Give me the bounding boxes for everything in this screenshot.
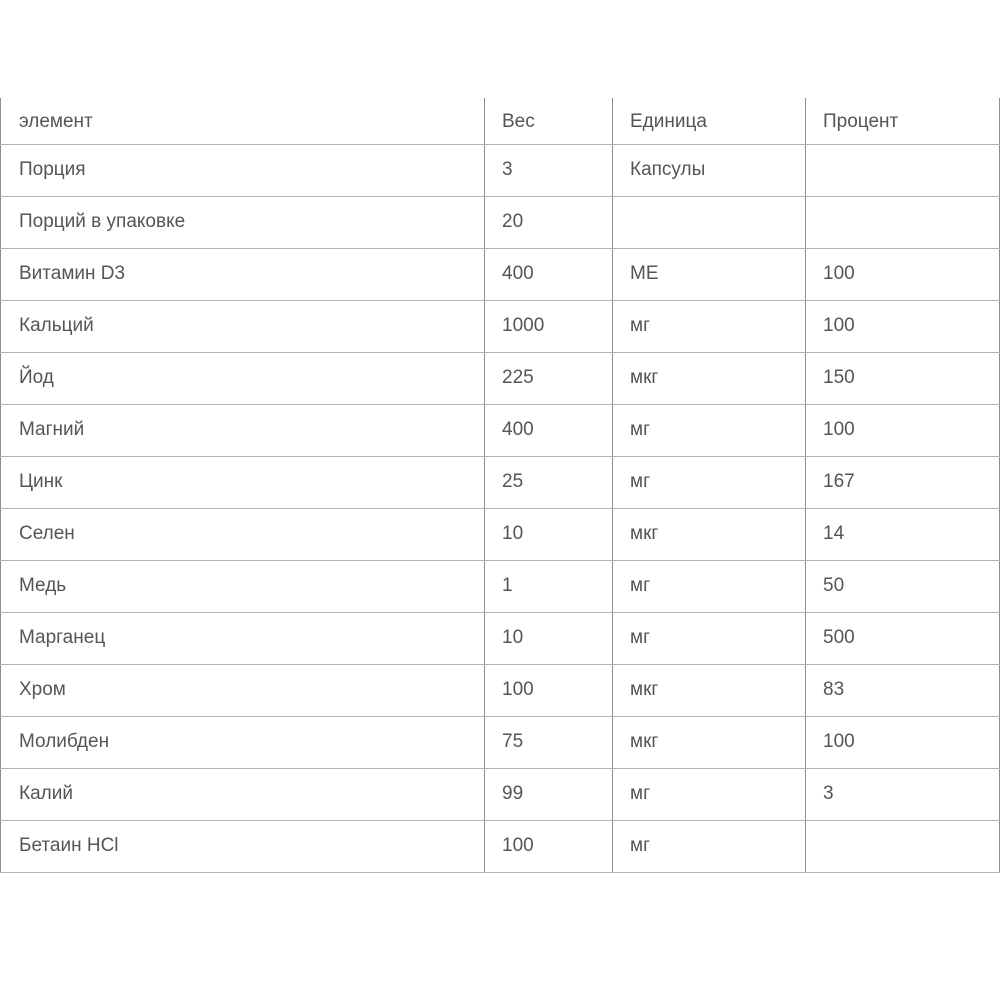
header-cell-element: элемент [1,98,485,144]
table-row [1,196,1000,248]
cell-element: Цинк [1,456,485,508]
cell-weight: 75 [485,716,613,768]
cell-unit: мг [613,820,806,872]
cell-unit: мг [613,768,806,820]
table-row [1,248,1000,300]
table-row [1,456,1000,508]
cell-weight: 400 [485,404,613,456]
cell-element: Порция [1,144,485,196]
cell-element: Хром [1,664,485,716]
cell-element: Молибден [1,716,485,768]
cell-weight: 20 [485,196,613,248]
cell-element: Бетаин HCl [1,820,485,872]
cell-weight: 10 [485,508,613,560]
cell-percent: 100 [806,404,1000,456]
cell-weight: 100 [485,820,613,872]
table-row [1,820,1000,872]
cell-percent [806,196,1000,248]
cell-weight: 25 [485,456,613,508]
table-header-row [1,98,1000,144]
table-row [1,716,1000,768]
cell-unit: мг [613,456,806,508]
cell-weight: 1 [485,560,613,612]
cell-unit: мг [613,560,806,612]
cell-percent: 100 [806,716,1000,768]
cell-percent: 50 [806,560,1000,612]
cell-element: Медь [1,560,485,612]
cell-weight: 10 [485,612,613,664]
cell-unit: МЕ [613,248,806,300]
cell-element: Порций в упаковке [1,196,485,248]
cell-percent [806,820,1000,872]
cell-unit: Капсулы [613,144,806,196]
table-row [1,612,1000,664]
cell-unit: мг [613,300,806,352]
cell-percent: 3 [806,768,1000,820]
cell-element: Витамин D3 [1,248,485,300]
cell-percent: 500 [806,612,1000,664]
header-cell-percent: Процент [806,98,1000,144]
cell-weight: 225 [485,352,613,404]
table-row [1,404,1000,456]
cell-element: Марганец [1,612,485,664]
cell-weight: 100 [485,664,613,716]
cell-weight: 99 [485,768,613,820]
nutrition-table [0,98,1000,873]
cell-percent: 100 [806,248,1000,300]
cell-percent: 14 [806,508,1000,560]
table-row [1,508,1000,560]
table-row [1,300,1000,352]
cell-weight: 3 [485,144,613,196]
cell-unit: мкг [613,664,806,716]
cell-percent [806,144,1000,196]
cell-percent: 100 [806,300,1000,352]
cell-unit: мкг [613,716,806,768]
cell-element: Магний [1,404,485,456]
header-cell-unit: Единица [613,98,806,144]
cell-element: Калий [1,768,485,820]
cell-percent: 167 [806,456,1000,508]
table-row [1,664,1000,716]
cell-unit: мг [613,612,806,664]
table-row [1,352,1000,404]
cell-percent: 150 [806,352,1000,404]
table-row [1,560,1000,612]
table-body [1,98,1000,872]
cell-weight: 1000 [485,300,613,352]
table-row [1,768,1000,820]
cell-percent: 83 [806,664,1000,716]
cell-unit: мг [613,404,806,456]
cell-unit: мкг [613,352,806,404]
cell-unit: мкг [613,508,806,560]
cell-unit [613,196,806,248]
cell-weight: 400 [485,248,613,300]
cell-element: Йод [1,352,485,404]
table-row [1,144,1000,196]
table-container [0,98,1000,900]
cell-element: Кальций [1,300,485,352]
cell-element: Селен [1,508,485,560]
header-cell-weight: Вес [485,98,613,144]
